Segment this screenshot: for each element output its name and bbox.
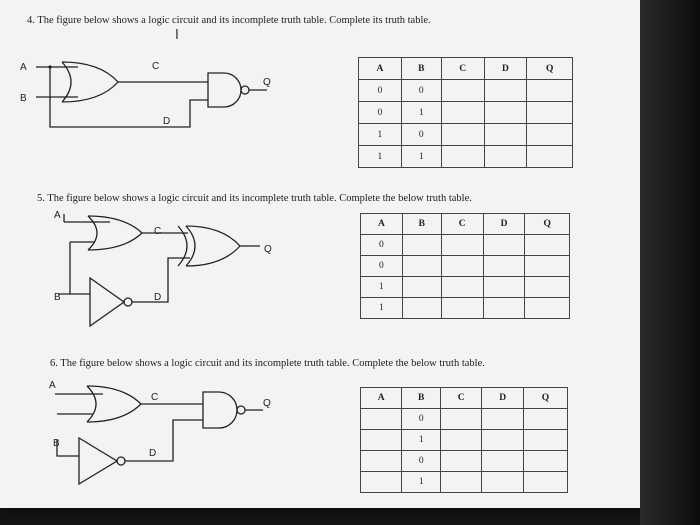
q5-title: 5. The figure below shows a logic circuit and its incomplete truth table. Complete the below truth table. <box>37 193 472 204</box>
q4-circuit-diagram <box>20 55 280 140</box>
table-cell: 0 <box>401 80 441 102</box>
q4-truth-table <box>358 57 573 168</box>
q6-title: 6. The figure below shows a logic circuit and its incomplete truth table. Complete the below truth table. <box>50 358 485 369</box>
table-cell[interactable] <box>484 102 527 124</box>
table-cell[interactable] <box>484 80 527 102</box>
header-cell-a: A <box>359 58 402 80</box>
table-cell[interactable] <box>361 472 402 493</box>
q5-label-b: B <box>54 292 61 303</box>
table-cell[interactable] <box>441 102 484 124</box>
q6-label-c: C <box>151 392 159 403</box>
q6-or-gate-back <box>87 386 96 422</box>
table-cell[interactable] <box>527 124 573 146</box>
table-cell[interactable] <box>441 472 482 493</box>
table-cell[interactable] <box>441 451 482 472</box>
table-cell[interactable] <box>441 277 483 298</box>
table-cell[interactable] <box>525 256 570 277</box>
q4-label-a: A <box>20 62 27 73</box>
table-cell: 0 <box>361 235 403 256</box>
table-cell[interactable] <box>525 298 570 319</box>
table-cell[interactable] <box>483 277 525 298</box>
table-cell[interactable] <box>525 235 570 256</box>
table-cell[interactable] <box>402 277 441 298</box>
q6-label-a: A <box>49 380 56 391</box>
q5-circuit-diagram <box>50 208 290 333</box>
q5-or-gate-back <box>88 216 97 250</box>
q6-wire-d <box>125 420 203 461</box>
table-cell[interactable] <box>441 80 484 102</box>
q5-label-c: C <box>154 226 162 237</box>
table-cell[interactable] <box>483 235 525 256</box>
table-row <box>361 472 568 493</box>
table-cell[interactable] <box>527 80 573 102</box>
q4-label-d: D <box>163 116 171 127</box>
table-cell[interactable] <box>525 277 570 298</box>
table-cell[interactable] <box>527 102 573 124</box>
table-row <box>359 102 573 124</box>
header-cell-d: D <box>483 214 525 235</box>
desk-background <box>640 0 700 525</box>
q5-or-gate-2 <box>186 226 240 266</box>
table-cell: 1 <box>402 430 441 451</box>
header-cell-q: Q <box>527 58 573 80</box>
q4-label-b: B <box>20 93 27 104</box>
q6-truth-table <box>360 387 568 493</box>
header-cell-d: D <box>484 58 527 80</box>
table-cell[interactable] <box>441 409 482 430</box>
truth-table-header-row <box>361 388 568 409</box>
header-cell-c: C <box>441 388 482 409</box>
table-cell[interactable] <box>441 124 484 146</box>
q6-label-d: D <box>149 448 157 459</box>
q6-and-gate <box>203 392 237 428</box>
table-row <box>361 256 570 277</box>
table-row <box>359 124 573 146</box>
q6-wire-b <box>57 440 79 456</box>
header-cell-b: B <box>401 58 441 80</box>
table-cell[interactable] <box>482 409 523 430</box>
table-row <box>361 409 568 430</box>
header-cell-b: B <box>402 214 441 235</box>
table-cell: 1 <box>361 277 403 298</box>
q5-xor-extra <box>178 226 187 266</box>
header-cell-q: Q <box>523 388 567 409</box>
table-cell[interactable] <box>484 124 527 146</box>
q5-label-a: A <box>54 210 61 221</box>
table-row <box>361 235 570 256</box>
table-cell: 0 <box>359 80 402 102</box>
table-cell[interactable] <box>361 430 402 451</box>
table-cell: 0 <box>359 102 402 124</box>
table-cell: 1 <box>361 298 403 319</box>
table-cell[interactable] <box>402 235 441 256</box>
q5-not-bubble <box>124 298 132 306</box>
table-cell[interactable] <box>523 430 567 451</box>
q5-wire-b <box>58 242 70 294</box>
table-row <box>361 277 570 298</box>
table-cell: 0 <box>361 256 403 277</box>
table-cell[interactable] <box>361 409 402 430</box>
q5-label-d: D <box>154 292 162 303</box>
q4-label-c: C <box>152 61 160 72</box>
header-cell-d: D <box>482 388 523 409</box>
header-cell-q: Q <box>525 214 570 235</box>
table-cell: 1 <box>359 146 402 168</box>
table-cell[interactable] <box>402 256 441 277</box>
table-cell: 1 <box>401 146 441 168</box>
truth-table-header-row <box>359 58 573 80</box>
table-cell[interactable] <box>441 298 483 319</box>
q6-not-bubble-out <box>237 406 245 414</box>
table-row <box>359 146 573 168</box>
q5-or-gate-1 <box>88 216 142 250</box>
q5-truth-table <box>360 213 570 319</box>
table-cell[interactable] <box>482 451 523 472</box>
q4-not-bubble <box>241 86 249 94</box>
table-cell[interactable] <box>483 256 525 277</box>
q4-junction-dot <box>48 65 51 68</box>
table-cell[interactable] <box>361 451 402 472</box>
table-cell: 1 <box>401 102 441 124</box>
text-cursor-icon: I <box>175 28 179 43</box>
table-cell[interactable] <box>523 409 567 430</box>
table-cell[interactable] <box>523 472 567 493</box>
header-cell-a: A <box>361 214 403 235</box>
q4-title: 4. The figure below shows a logic circuit and its incomplete truth table. Complete its truth table. <box>27 15 431 26</box>
q4-label-q: Q <box>263 77 271 88</box>
q6-label-q: Q <box>263 398 271 409</box>
header-cell-c: C <box>441 214 483 235</box>
table-cell: 0 <box>402 409 441 430</box>
table-cell[interactable] <box>483 298 525 319</box>
table-row <box>361 298 570 319</box>
table-cell[interactable] <box>441 430 482 451</box>
table-cell[interactable] <box>441 146 484 168</box>
table-row <box>359 80 573 102</box>
q6-not-gate <box>79 438 117 484</box>
q6-label-b: B <box>53 438 60 449</box>
truth-table-header-row <box>361 214 570 235</box>
table-cell[interactable] <box>527 146 573 168</box>
table-row <box>361 451 568 472</box>
header-cell-a: A <box>361 388 402 409</box>
q4-or-gate-back <box>62 62 71 102</box>
table-cell: 1 <box>402 472 441 493</box>
table-cell: 0 <box>401 124 441 146</box>
table-cell[interactable] <box>402 298 441 319</box>
q5-not-gate <box>90 278 124 326</box>
table-cell[interactable] <box>482 472 523 493</box>
table-cell[interactable] <box>484 146 527 168</box>
q6-circuit-diagram <box>43 376 283 496</box>
table-cell[interactable] <box>482 430 523 451</box>
table-cell: 1 <box>359 124 402 146</box>
q5-label-q: Q <box>264 244 272 255</box>
q4-and-gate <box>208 73 241 107</box>
header-cell-c: C <box>441 58 484 80</box>
q6-or-gate <box>87 386 141 422</box>
header-cell-b: B <box>402 388 441 409</box>
table-row <box>361 430 568 451</box>
table-cell: 0 <box>402 451 441 472</box>
table-cell[interactable] <box>523 451 567 472</box>
table-cell[interactable] <box>441 235 483 256</box>
table-cell[interactable] <box>441 256 483 277</box>
